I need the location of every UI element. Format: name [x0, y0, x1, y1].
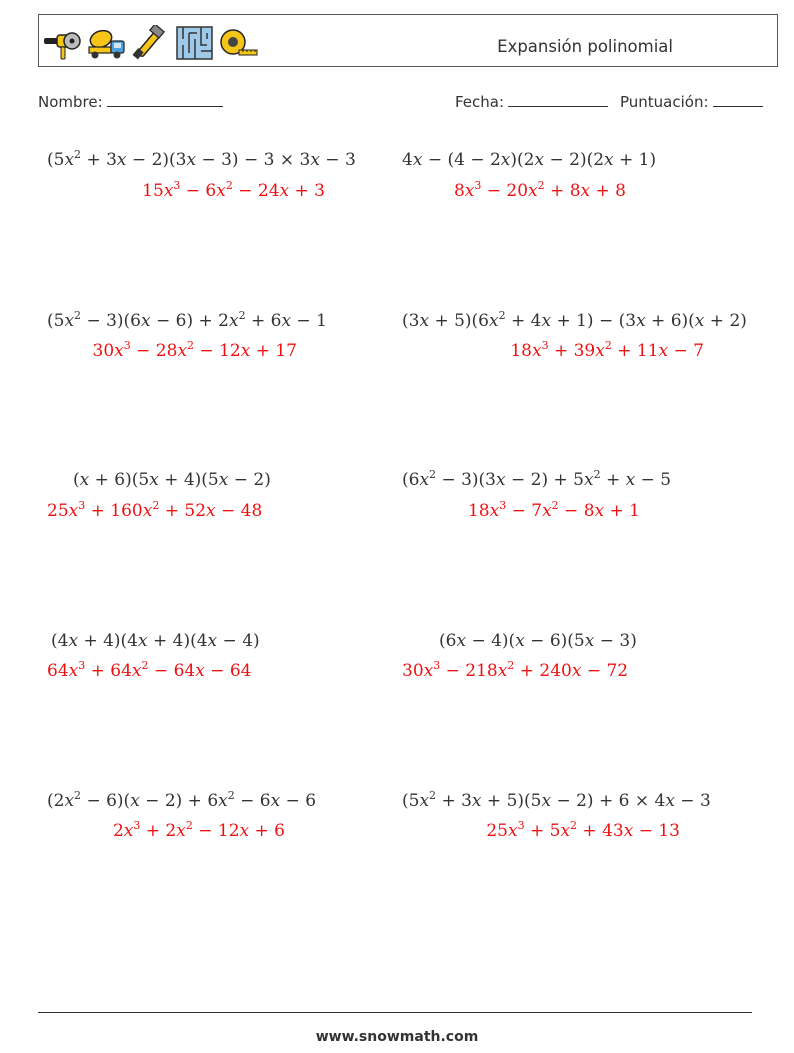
problem-5-expression: (x + 6)(5x + 4)(5x − 2)	[73, 470, 271, 490]
problem-6-expression: $(6x^2 - 3)(3x - 2) + 5x^2 + x - 5$	[402, 468, 672, 490]
footer-url: www.snowmath.com	[315, 1029, 479, 1045]
footer-divider	[38, 1012, 752, 1013]
score-label: Puntuación:	[620, 93, 709, 111]
date-field	[455, 92, 608, 111]
problem-2-expression: 4x − (4 − 2x)(2x − 2)(2x + 1)	[402, 150, 657, 170]
problem-4-answer: $18x^3 + 39x^2 + 11x - 7$	[510, 339, 704, 361]
maze-icon	[175, 25, 214, 61]
header-box	[38, 14, 778, 67]
problem-4-expression: $(3x + 5)(6x^2 + 4x + 1) - (3x + 6)(x + 2)$	[402, 309, 747, 331]
problem-9-expression: $(2x^2 - 6)(x - 2) + 6x^2 - 6x - 6$	[47, 789, 317, 811]
problem-7-answer: $64x^3 + 64x^2 - 64x - 64$	[47, 659, 252, 681]
problem-3-expression: $(5x^2 - 3)(6x - 6) + 2x^2 + 6x - 1$	[47, 309, 327, 331]
angle-grinder-icon	[43, 25, 82, 61]
problem-3-answer: $30x^3 - 28x^2 - 12x + 17$	[92, 339, 297, 361]
problem-1-answer: $15x^3 - 6x^2 - 24x + 3$	[142, 179, 325, 201]
problem-10-expression: $(5x^2 + 3x + 5)(5x - 2) + 6 \times 4x - 3$	[402, 789, 711, 811]
name-blank[interactable]	[107, 92, 223, 107]
problem-1-expression: $(5x^2 + 3x - 2)(3x - 3) - 3 \times 3x - 3$	[47, 148, 356, 170]
problem-2-answer: $8x^3 - 20x^2 + 8x + 8$	[453, 179, 626, 201]
name-field	[38, 92, 223, 111]
date-label: Fecha:	[455, 93, 505, 111]
problem-8-expression: (6x − 4)(x − 6)(5x − 3)	[439, 631, 637, 651]
icon-strip	[43, 25, 258, 61]
name-label: Nombre:	[38, 93, 103, 111]
problem-10-answer: $25x^3 + 5x^2 + 43x - 13$	[486, 819, 680, 841]
problem-9-answer: $2x^3 + 2x^2 - 12x + 6$	[112, 819, 285, 841]
pipe-wrench-icon	[131, 25, 170, 61]
tape-measure-icon	[219, 25, 258, 61]
score-blank[interactable]	[713, 92, 763, 107]
problem-6-answer: $18x^3 - 7x^2 - 8x + 1$	[467, 499, 640, 521]
cement-truck-icon	[87, 25, 126, 61]
date-blank[interactable]	[508, 92, 608, 107]
problem-5-answer: $25x^3 + 160x^2 + 52x - 48$	[47, 499, 263, 521]
problem-8-answer: $30x^3 - 218x^2 + 240x - 72$	[402, 659, 629, 681]
worksheet-title: Expansión polinomial	[497, 37, 673, 56]
problem-7-expression: (4x + 4)(4x + 4)(4x − 4)	[51, 631, 260, 651]
score-field	[620, 92, 763, 111]
